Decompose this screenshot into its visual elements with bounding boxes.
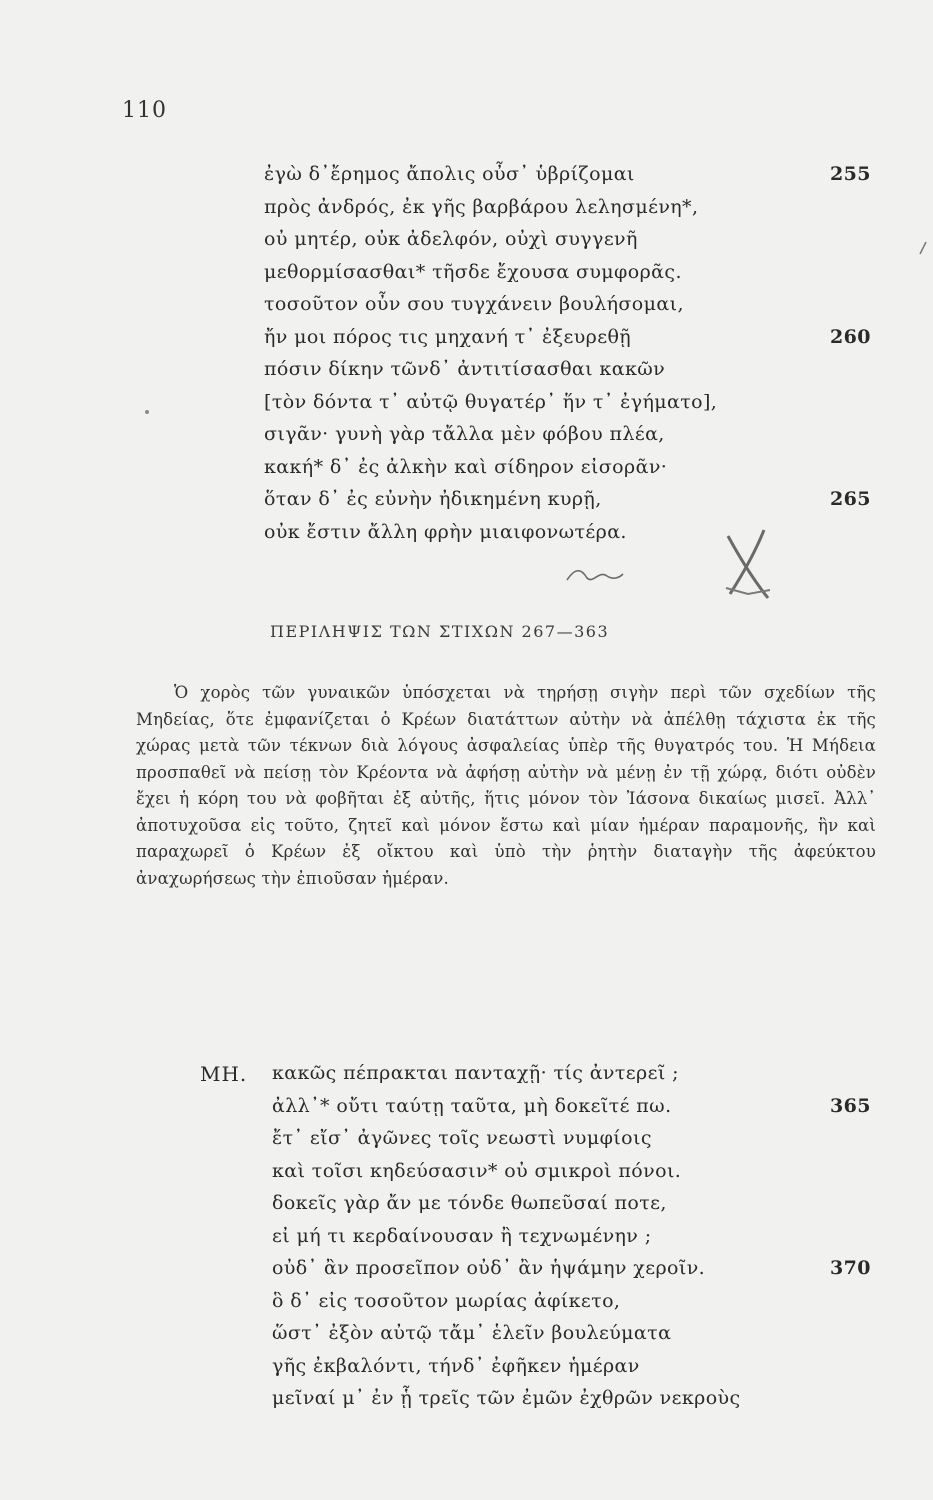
- verse-line: [272, 1220, 741, 1253]
- pencil-squiggle-mark: [565, 566, 625, 586]
- page-number: 110: [122, 98, 167, 123]
- line-number: 370: [830, 1257, 871, 1279]
- pencil-x-mark: [718, 528, 774, 602]
- verse-line: [272, 1090, 871, 1123]
- line-number: 365: [830, 1094, 871, 1117]
- verse-text: εἰ μή τι κερδαίνουσαν ἢ τεχνωμένην ;: [272, 1224, 652, 1247]
- verse-text: γῆς ἐκβαλόντι, τήνδ᾽ ἐφῆκεν ἡμέραν: [272, 1354, 640, 1377]
- verse-line: [272, 1350, 741, 1383]
- verse-text: καὶ τοῖσι κηδεύσασιν* οὐ σμικροὶ πόνοι.: [272, 1159, 682, 1182]
- verse-line: [272, 1252, 871, 1285]
- verse-line: [264, 288, 717, 321]
- verse-line: [264, 451, 717, 484]
- verse-line: [264, 483, 871, 516]
- verse-text: ἐγὼ δ᾽ἔρημος ἄπολις οὖσ᾽ ὑβρίζομαι: [264, 163, 635, 185]
- verse-line: [272, 1122, 741, 1155]
- verse-text: πόσιν δίκην τῶνδ᾽ ἀντιτίσασθαι κακῶν: [264, 358, 666, 380]
- verse-text: κακῶς πέπρακται πανταχῇ· τίς ἀντερεῖ ;: [272, 1062, 679, 1084]
- verse-line: [264, 158, 871, 191]
- pencil-slash-mark: [918, 240, 928, 256]
- verse-text: οὐδ᾽ ἂν προσεῖπον οὐδ᾽ ἂν ἡψάμην χεροῖν.: [272, 1257, 706, 1279]
- verse-text: ὥστ᾽ ἐξὸν αὐτῷ τἄμ᾽ ἑλεῖν βουλεύματα: [272, 1322, 672, 1344]
- speaker-label: ΜΗ.: [200, 1062, 248, 1086]
- verse-line: [264, 321, 871, 354]
- line-number: 265: [830, 488, 871, 510]
- verse-text: οὐ μητέρ, οὐκ ἀδελφόν, οὐχὶ συγγενῆ: [264, 228, 638, 250]
- verse-text: ἔτ᾽ εἴσ᾽ ἀγῶνες τοῖς νεωστὶ νυμφίοις: [272, 1127, 652, 1149]
- summary-text: Ὁ χορὸς τῶν γυναικῶν ὑπόσχεται νὰ τηρήσῃ σιγὴν περὶ τῶν σχεδίων τῆς Μηδείας, ὅτε ἐμφανίζεται ὁ Κρέων διατάττων αὐτὴν νὰ ἀπέλθῃ τάχιστα ἐκ τῆς χώρας μετὰ τῶν τέκνων διὰ λόγους ἀσφαλείας ὑπὲρ τῆς θυγατρός του. Ἡ Μήδεια προσπαθεῖ νὰ πείσῃ τὸν Κρέοντα νὰ ἀφήσῃ αὐτὴν νὰ μένῃ ἐν τῇ χώρᾳ, διότι οὐδὲν ἔχει ἡ κόρη του νὰ φοβῆται ἐξ αὐτῆς, ἥτις μόνον τὸν Ἰάσονα δικαίως μισεῖ. Ἀλλ᾽ ἀποτυχοῦσα εἰς τοῦτο, ζητεῖ καὶ μόνον ἔστω καὶ μίαν ἡμέραν παραμονῆς, ἣν καὶ παραχωρεῖ ὁ Κρέων ἐξ οἴκτου καὶ ὑπὸ τὴν ῥητὴν διαταγὴν τῆς ἀφεύκτου ἀναχωρήσεως τὴν ἐπιοῦσαν ἡμέραν.: [136, 683, 876, 888]
- verse-text: σιγᾶν· γυνὴ γὰρ τἄλλα μὲν φόβου πλέα,: [264, 423, 665, 445]
- pencil-dot-mark: [145, 410, 149, 414]
- verse-text: ὅταν δ᾽ ἐς εὐνὴν ἠδικημένη κυρῇ,: [264, 488, 602, 510]
- verse-text: πρὸς ἀνδρός, ἐκ γῆς βαρβάρου λελησμένη*,: [264, 195, 699, 218]
- verse-text: μεθορμίσασθαι* τῆσδε ἔχουσα συμφορᾶς.: [264, 260, 682, 283]
- line-number: 255: [830, 163, 871, 185]
- verse-line: [264, 418, 717, 451]
- verse-line: [272, 1317, 741, 1350]
- verse-text: τοσοῦτον οὖν σου τυγχάνειν βουλήσομαι,: [264, 293, 684, 315]
- verse-line: [272, 1057, 741, 1090]
- summary-paragraph: [136, 680, 876, 892]
- verse-text: μεῖναί μ᾽ ἐν ᾗ τρεῖς τῶν ἐμῶν ἐχθρῶν νεκροὺς: [272, 1387, 741, 1409]
- verse-line: [264, 256, 717, 289]
- verse-text: ὃ δ᾽ εἰς τοσοῦτον μωρίας ἀφίκετο,: [272, 1289, 621, 1312]
- verse-line: [264, 223, 717, 256]
- verse-text: ἤν μοι πόρος τις μηχανή τ᾽ ἐξευρεθῇ: [264, 325, 632, 348]
- verse-text: [τὸν δόντα τ᾽ αὐτῷ θυγατέρ᾽ ἥν τ᾽ ἐγήματο],: [264, 390, 718, 413]
- verse-text: δοκεῖς γὰρ ἄν με τόνδε θωπεῦσαί ποτε,: [272, 1192, 667, 1214]
- section-heading: ΠΕΡΙΛΗΨΙΣ ΤΩΝ ΣΤΙΧΩΝ 267—363: [270, 622, 610, 641]
- verse-block-upper: [264, 158, 871, 548]
- verse-text: οὐκ ἔστιν ἄλλη φρὴν μιαιφονωτέρα.: [264, 520, 627, 543]
- verse-text: ἀλλ᾽* οὔτι ταύτῃ ταῦτα, μὴ δοκεῖτέ πω.: [272, 1094, 672, 1117]
- verse-line: [272, 1382, 741, 1415]
- verse-line: [272, 1187, 741, 1220]
- verse-line: [264, 353, 717, 386]
- verse-line: [264, 386, 717, 419]
- verse-line: [272, 1155, 741, 1188]
- verse-line: [264, 191, 717, 224]
- verse-block-lower: [272, 1057, 871, 1415]
- line-number: 260: [830, 325, 871, 348]
- verse-line: [264, 516, 717, 549]
- verse-text: κακή* δ᾽ ἐς ἀλκὴν καὶ σίδηρον εἰσορᾶν·: [264, 455, 668, 478]
- verse-line: [272, 1285, 741, 1318]
